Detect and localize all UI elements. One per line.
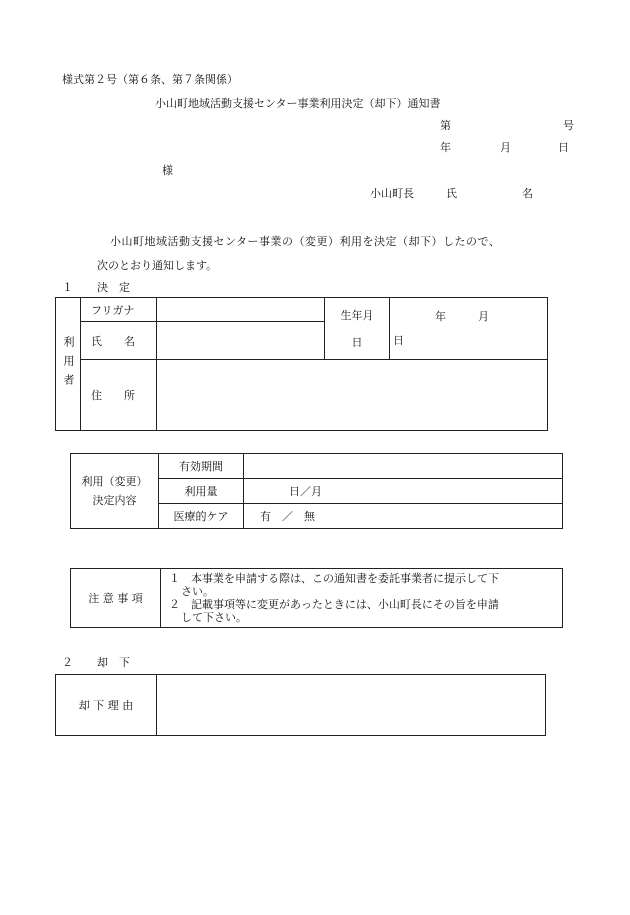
birth-label-cell [325, 298, 390, 360]
addressee-suffix: 様 [162, 164, 173, 177]
document-title: 小山町地域活動支援センター事業利用決定（却下）通知書 [155, 97, 441, 110]
birth-label-2: 日 [351, 335, 363, 349]
rejection-reason-field[interactable] [157, 675, 546, 736]
body-line-1: 小山町地域活動支援センター事業の（変更）利用を決定（却下）したので、 [110, 235, 501, 248]
address-label: 住 所 [81, 360, 157, 431]
birth-date-field[interactable] [390, 298, 548, 360]
notes-content [161, 569, 563, 628]
note-1-cont: さい。 [181, 585, 214, 598]
decision-label-1: 利用（変更） [81, 475, 148, 488]
note-2: ２ 記載事項等に変更があったときには、小山町長にその旨を申請 [169, 598, 499, 611]
amount-label: 利用量 [159, 479, 244, 504]
medical-label: 医療的ケア [159, 504, 244, 529]
notes-table [70, 568, 563, 628]
amount-value[interactable]: 日／月 [244, 479, 563, 504]
name-field[interactable] [157, 322, 325, 360]
period-label: 有効期間 [159, 454, 244, 479]
issuer: 小山町長 [370, 187, 414, 200]
decision-label-cell [71, 454, 159, 529]
section1-number: １ [62, 281, 73, 294]
birth-year-label: 年 [435, 309, 446, 323]
furigana-label: フリガナ [81, 298, 157, 322]
user-label-cell [56, 298, 81, 431]
body-line-2: 次のとおり通知します。 [97, 259, 218, 272]
number-prefix: 第 [440, 119, 451, 132]
decision-label-2: 決定内容 [92, 494, 137, 507]
rejection-reason-label: 却 下 理 由 [56, 675, 157, 736]
form-number: 様式第２号（第６条、第７条関係） [62, 73, 238, 86]
name-label: 氏 名 [81, 322, 157, 360]
date-year: 年 [440, 141, 451, 154]
decision-table [70, 453, 563, 529]
birth-day-label: 日 [393, 333, 404, 347]
furigana-field[interactable] [157, 298, 325, 322]
number-suffix: 号 [563, 119, 574, 132]
user-label: 利用者 [62, 335, 75, 393]
medical-value[interactable]: 有 ／ 無 [244, 504, 563, 529]
birth-month-label: 月 [478, 309, 489, 323]
rejection-table [55, 674, 546, 736]
notes-label: 注 意 事 項 [71, 569, 161, 628]
period-field[interactable] [244, 454, 563, 479]
note-1: １ 本事業を申請する際は、この通知書を委託事業者に提示して下 [169, 572, 499, 585]
section1-heading: 決 定 [97, 281, 130, 294]
address-field[interactable] [157, 360, 548, 431]
birth-label-1: 生年月 [340, 308, 374, 322]
user-info-table [55, 297, 548, 431]
section2-heading: 却 下 [97, 656, 130, 669]
date-month: 月 [500, 141, 511, 154]
issuer-name-label-1: 氏 [446, 187, 457, 200]
issuer-name-label-2: 名 [522, 187, 533, 200]
note-2-cont: して下さい。 [181, 611, 247, 624]
section2-number: ２ [62, 656, 73, 669]
date-day: 日 [558, 141, 569, 154]
